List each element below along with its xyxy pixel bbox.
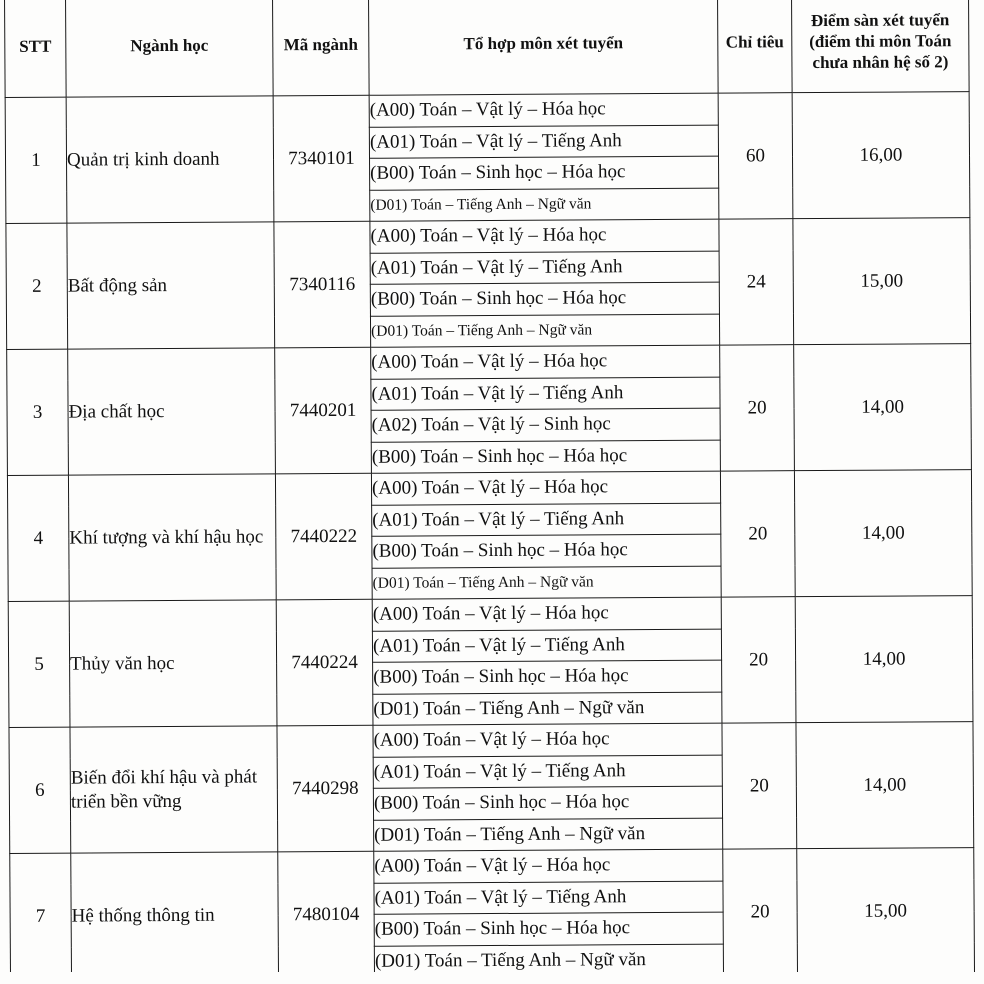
row-subject-combination: (A00) Toán – Vật lý – Hóa học: [369, 93, 718, 127]
row-stt: 1: [5, 97, 67, 223]
row-quota: 60: [718, 93, 793, 219]
page-margin: [0, 972, 984, 984]
row-minimum-score: 14,00: [794, 470, 972, 597]
row-subject-combination: (A01) Toán – Vật lý – Tiếng Anh: [372, 503, 721, 537]
row-subject-combination: (B00) Toán – Sinh học – Hóa học: [374, 912, 723, 946]
table-row: [8, 596, 972, 633]
row-quota: 20: [720, 471, 795, 597]
row-quota: 20: [721, 597, 796, 723]
row-subject-combination: (D01) Toán – Tiếng Anh – Ngữ văn: [370, 314, 719, 348]
header-major-code: Mã ngành: [272, 0, 369, 96]
row-major-name: Biến đổi khí hậu và phát triển bền vững: [70, 726, 278, 853]
row-subject-combination: (A00) Toán – Vật lý – Hóa học: [374, 849, 723, 883]
table-row: [7, 470, 971, 507]
row-subject-combination: (D01) Toán – Tiếng Anh – Ngữ văn: [373, 692, 722, 726]
row-subject-combination: (D01) Toán – Tiếng Anh – Ngữ văn: [374, 818, 723, 852]
row-subject-combination: (B00) Toán – Sinh học – Hóa học: [371, 440, 720, 474]
row-subject-combination: (A01) Toán – Vật lý – Tiếng Anh: [371, 377, 720, 411]
row-subject-combination: (A00) Toán – Vật lý – Hóa học: [373, 723, 722, 757]
table-row: [10, 848, 974, 885]
row-major-code: 7480104: [278, 851, 375, 978]
row-stt: 2: [6, 223, 68, 349]
row-major-name: Thủy văn học: [69, 600, 277, 727]
row-subject-combination: (B00) Toán – Sinh học – Hóa học: [373, 660, 722, 694]
row-subject-combination: (A01) Toán – Vật lý – Tiếng Anh: [372, 629, 721, 663]
row-major-name: Quản trị kinh doanh: [66, 96, 274, 223]
row-subject-combination: (A02) Toán – Vật lý – Sinh học: [371, 408, 720, 442]
row-stt: 3: [7, 349, 69, 475]
header-major-name: Ngành học: [66, 0, 274, 97]
row-subject-combination: (B00) Toán – Sinh học – Hóa học: [373, 786, 722, 820]
row-minimum-score: 16,00: [792, 92, 970, 219]
row-minimum-score: 15,00: [793, 218, 971, 345]
row-subject-combination: (D01) Toán – Tiếng Anh – Ngữ văn: [374, 944, 723, 978]
row-stt: 5: [8, 601, 70, 727]
row-stt: 7: [10, 853, 72, 979]
row-major-name: Hệ thống thông tin: [71, 852, 279, 979]
row-subject-combination: (A00) Toán – Vật lý – Hóa học: [370, 219, 719, 253]
row-quota: 20: [720, 345, 795, 471]
row-subject-combination: (D01) Toán – Tiếng Anh – Ngữ văn: [372, 566, 721, 600]
row-quota: 24: [719, 219, 794, 345]
row-major-code: 7440224: [276, 599, 373, 726]
row-subject-combination: (B00) Toán – Sinh học – Hóa học: [372, 534, 721, 568]
row-major-code: 7440222: [275, 473, 372, 600]
row-subject-combination: (D01) Toán – Tiếng Anh – Ngữ văn: [370, 188, 719, 222]
row-subject-combination: (A00) Toán – Vật lý – Hóa học: [371, 345, 720, 379]
row-subject-combination: (A01) Toán – Vật lý – Tiếng Anh: [369, 125, 718, 159]
row-major-name: Địa chất học: [68, 348, 276, 475]
table-row: [6, 218, 970, 255]
admissions-table: [4, 0, 975, 980]
row-subject-combination: (A01) Toán – Vật lý – Tiếng Anh: [373, 755, 722, 789]
header-quota: Chỉ tiêu: [717, 0, 792, 93]
row-subject-combination: (A01) Toán – Vật lý – Tiếng Anh: [374, 881, 723, 915]
row-subject-combination: (B00) Toán – Sinh học – Hóa học: [370, 156, 719, 190]
row-major-code: 7440201: [275, 347, 372, 474]
row-subject-combination: (A01) Toán – Vật lý – Tiếng Anh: [370, 251, 719, 285]
row-stt: 4: [7, 475, 69, 601]
row-subject-combination: (B00) Toán – Sinh học – Hóa học: [370, 282, 719, 316]
row-quota: 20: [722, 723, 797, 849]
row-major-code: 7340116: [274, 221, 371, 348]
row-major-code: 7340101: [273, 95, 370, 222]
row-stt: 6: [9, 727, 71, 853]
table-row: [5, 92, 969, 129]
row-minimum-score: 14,00: [795, 596, 973, 723]
row-subject-combination: (A00) Toán – Vật lý – Hóa học: [371, 471, 720, 505]
header-row: [5, 0, 970, 97]
row-minimum-score: 15,00: [797, 848, 975, 975]
header-stt: STT: [5, 0, 67, 97]
header-minimum-score: Điểm sàn xét tuyển (điểm thi môn Toán chưa nhân hệ số 2): [791, 0, 969, 93]
row-minimum-score: 14,00: [794, 344, 972, 471]
table-body: [5, 92, 974, 980]
row-subject-combination: (A00) Toán – Vật lý – Hóa học: [372, 597, 721, 631]
row-quota: 20: [723, 849, 798, 975]
table-row: [7, 344, 971, 381]
table-row: [9, 722, 973, 759]
row-minimum-score: 14,00: [796, 722, 974, 849]
header-subject-combinations: Tổ hợp môn xét tuyển: [368, 0, 718, 95]
row-major-name: Khí tượng và khí hậu học: [68, 474, 276, 601]
row-major-name: Bất động sản: [67, 222, 275, 349]
row-major-code: 7440298: [277, 725, 374, 852]
